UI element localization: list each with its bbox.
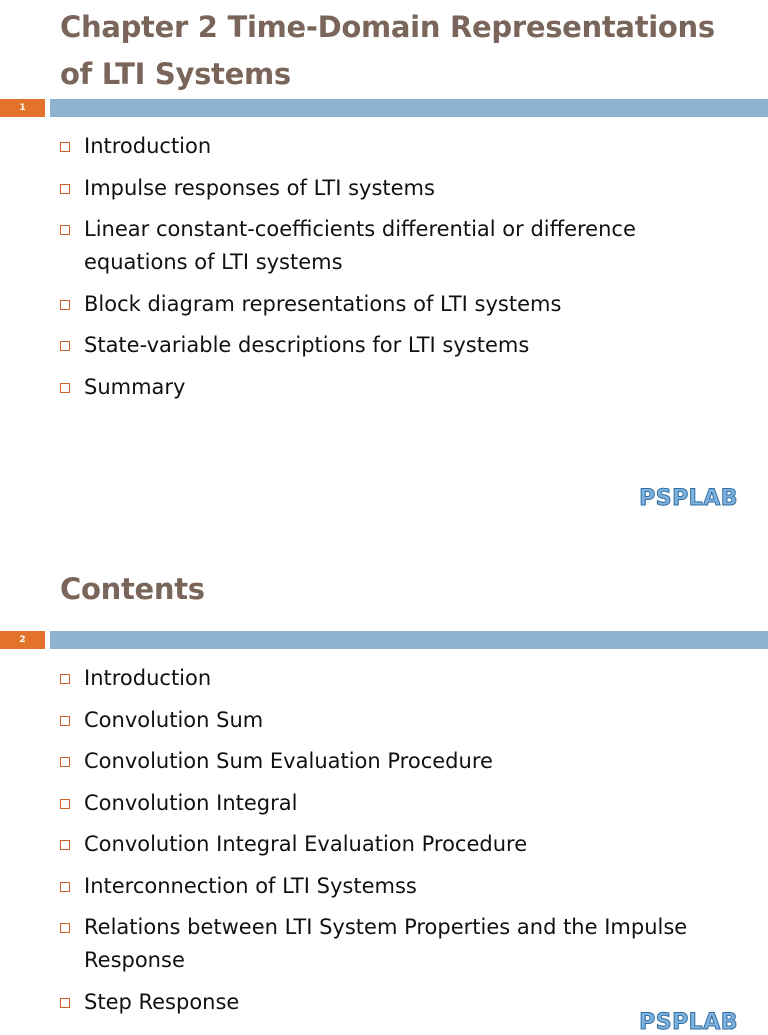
list-item-text: Interconnection of LTI Systemss (84, 873, 417, 898)
square-bullet-icon (60, 341, 70, 351)
square-bullet-icon (60, 799, 70, 809)
list-item-text: Linear constant-coefficients differential or difference equations of LTI systems (84, 217, 636, 274)
square-bullet-icon (60, 757, 70, 767)
square-bullet-icon (60, 300, 70, 310)
slide-title: Contents (60, 572, 205, 606)
list-item (58, 130, 738, 163)
slide-title: Chapter 2 Time-Domain Representations of LTI Systems (60, 10, 715, 91)
square-bullet-icon (60, 184, 70, 194)
list-item (58, 329, 738, 362)
slide-2 (0, 532, 768, 1035)
list-item (58, 911, 738, 977)
psplab-logo: PSPLAB (639, 486, 738, 511)
list-item-text: Introduction (84, 666, 212, 690)
list-item (58, 787, 738, 820)
title-divider-bar (0, 631, 768, 649)
list-item (58, 828, 738, 861)
list-item (58, 172, 738, 205)
psplab-logo: PSPLAB (639, 1010, 738, 1035)
square-bullet-icon (60, 998, 70, 1008)
list-item (58, 371, 738, 404)
list-item (58, 870, 738, 903)
list-item (58, 213, 738, 279)
list-item-text: Summary (84, 374, 186, 399)
slide-number: 2 (0, 631, 45, 649)
square-bullet-icon (60, 882, 70, 892)
list-item-text: Step Response (84, 989, 240, 1014)
list-item (58, 745, 738, 778)
square-bullet-icon (60, 923, 70, 933)
square-bullet-icon (60, 840, 70, 850)
square-bullet-icon (60, 716, 70, 726)
title-divider-bar (0, 99, 768, 117)
square-bullet-icon (60, 225, 70, 235)
slide-number: 1 (0, 99, 45, 117)
list-item (58, 662, 738, 695)
list-item-text: State-variable descriptions for LTI systems (84, 333, 530, 357)
list-item-text: Impulse responses of LTI systems (84, 175, 435, 200)
list-item-text: Convolution Integral Evaluation Procedure (84, 832, 528, 856)
square-bullet-icon (60, 383, 70, 393)
list-item (58, 704, 738, 737)
list-item-text: Relations between LTI System Properties and the Impulse Response (84, 915, 688, 972)
divider-stripe (50, 631, 768, 649)
list-item-text: Block diagram representations of LTI systems (84, 291, 562, 316)
list-item (58, 288, 738, 321)
list-item-text: Convolution Sum (84, 707, 264, 732)
list-item-text: Introduction (84, 134, 212, 158)
square-bullet-icon (60, 142, 70, 152)
square-bullet-icon (60, 674, 70, 684)
divider-stripe (50, 99, 768, 117)
list-item (58, 986, 738, 1019)
list-item-text: Convolution Sum Evaluation Procedure (84, 749, 493, 773)
bullet-list (58, 662, 738, 1027)
list-item-text: Convolution Integral (84, 790, 298, 815)
bullet-list (58, 130, 738, 412)
